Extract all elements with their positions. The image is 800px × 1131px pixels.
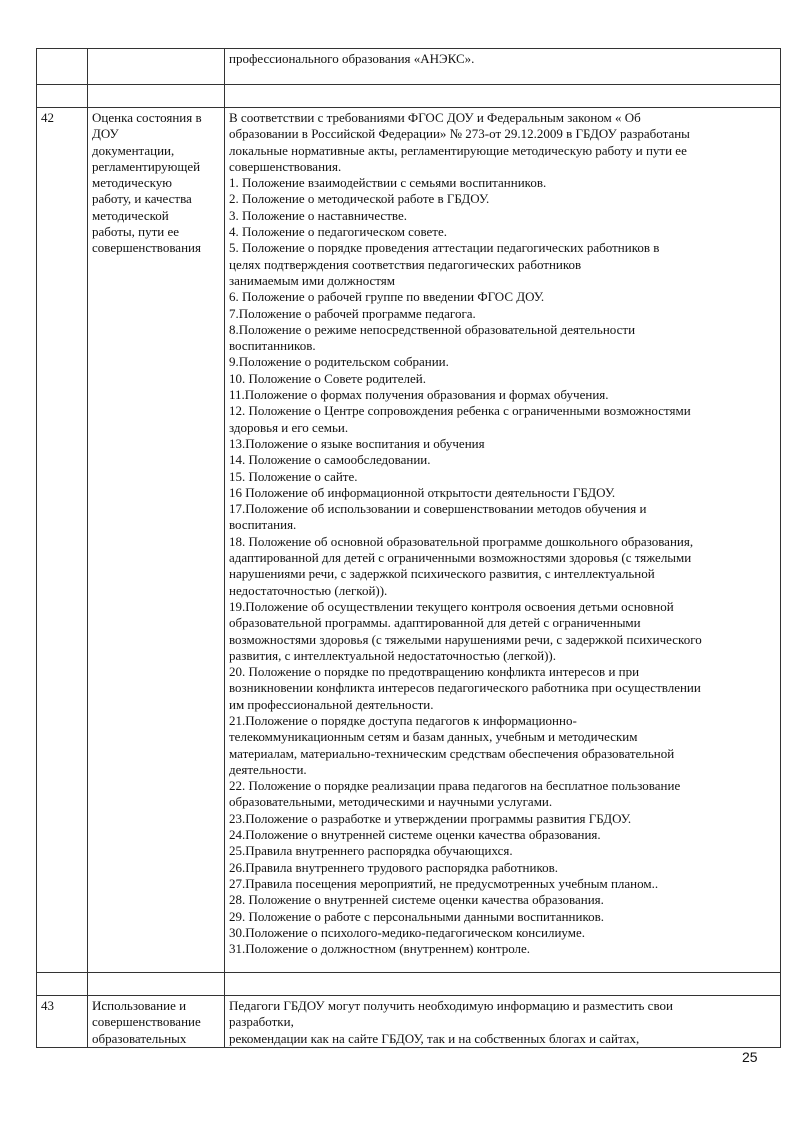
list-item: 18. Положение об основной образовательной программе дошкольного образования, адаптированной для детей с ограниченными возможностями здоровья (с тяжелыми нарушениями речи, с задержкой психического развития, с интеллектуальной недостаточностью (легкой)). xyxy=(229,533,694,598)
intro-paragraph: В соответствии с требованиями ФГОС ДОУ и Федеральным законом « Об образовании в Российской Федерации» № 273-от 29.12.2009 в ГБДОУ разработаны локальные нормативные акты, регламентирующие методическую работу и пути ее совершенствования. xyxy=(229,110,690,174)
regulations-list xyxy=(229,175,776,957)
row-content-cell: профессионального образования «АНЭКС». xyxy=(225,49,781,85)
list-item: 24.Положение о внутренней системе оценки качества образования. xyxy=(229,827,601,843)
list-item: 21.Положение о порядке доступа педагогов к информационно- телекоммуникационным сетям и базам данных, учебным и методическим материалам, материально-техническим средствам обеспечения образовательной деятельности. xyxy=(229,712,675,777)
table-row-continued xyxy=(37,49,781,85)
list-item: 8.Положение о режиме непосредственной образовательной деятельности воспитанников. xyxy=(229,321,636,354)
table-row-43 xyxy=(37,996,781,1048)
row-title-cell xyxy=(88,49,225,85)
list-item: 20. Положение о порядке по предотвращению конфликта интересов и при возникновении конфликта интересов педагогического работника при осуществлении им профессиональной деятельности. xyxy=(229,664,701,712)
list-item: 5. Положение о порядке проведения аттестации педагогических работников в целях подтверждения соответствия педагогических работников занимаемым ими должностям xyxy=(229,240,660,288)
list-item: 30.Положение о психолого-медико-педагогическом консилиуме. xyxy=(229,924,586,940)
list-item: 23.Положение о разработке и утверждении программы развития ГБДОУ. xyxy=(229,810,632,826)
list-item: 11.Положение о формах получения образования и формах обучения. xyxy=(229,387,609,403)
row-content-cell: Педагоги ГБДОУ могут получить необходимую информацию и разместить свои разработки, рекомендации как на сайте ГБДОУ, так и на собственных блогах и сайтах, xyxy=(225,996,781,1048)
row-title-cell: Оценка состояния в ДОУ документации, регламентирующей методическую работу, и качества методической работы, пути ее совершенствования xyxy=(88,108,225,973)
list-item: 15. Положение о сайте. xyxy=(229,468,358,484)
list-item: 9.Положение о родительском собрании. xyxy=(229,354,449,370)
row-number-cell: 42 xyxy=(37,108,88,973)
list-item: 4. Положение о педагогическом совете. xyxy=(229,224,447,240)
list-item: 1. Положение взаимодействии с семьями воспитанников. xyxy=(229,175,547,191)
list-item: 29. Положение о работе с персональными данными воспитанников. xyxy=(229,908,605,924)
page-number: 25 xyxy=(742,1049,758,1065)
list-item: 7.Положение о рабочей программе педагога. xyxy=(229,305,476,321)
row-number-cell xyxy=(37,49,88,85)
list-item: 17.Положение об использовании и совершенствовании методов обучения и воспитания. xyxy=(229,501,647,533)
table-row-spacer xyxy=(37,973,781,996)
list-item: 10. Положение о Совете родителей. xyxy=(229,370,426,386)
list-item: 16 Положение об информационной открытости деятельности ГБДОУ. xyxy=(229,484,616,500)
list-item: 28. Положение о внутренней системе оценки качества образования. xyxy=(229,892,604,908)
list-item: 31.Положение о должностном (внутреннем) контроле. xyxy=(229,941,531,957)
list-item: 2. Положение о методической работе в ГБДОУ. xyxy=(229,191,490,207)
list-item: 12. Положение о Центре сопровождения ребенка с ограниченными возможностями здоровья и его семьи. xyxy=(229,403,691,435)
row-content-cell xyxy=(225,108,781,973)
row-number-cell: 43 xyxy=(37,996,88,1048)
list-item: 26.Правила внутреннего трудового распорядка работников. xyxy=(229,859,559,875)
list-item: 27.Правила посещения мероприятий, не предусмотренных учебным планом.. xyxy=(229,875,659,891)
table-row-42 xyxy=(37,108,781,973)
list-item: 14. Положение о самообследовании. xyxy=(229,452,431,468)
list-item: 3. Положение о наставничестве. xyxy=(229,207,407,223)
table-row-spacer xyxy=(37,85,781,108)
list-item: 13.Положение о языке воспитания и обучения xyxy=(229,435,485,451)
row-title-cell: Использование и совершенствование образовательных xyxy=(88,996,225,1048)
methodology-table xyxy=(36,48,781,1048)
list-item: 19.Положение об осуществлении текущего контроля освоения детьми основной образовательной программы. адаптированной для детей с ограниченными возможностями здоровья (с тяжелыми нарушениями речи, с задержкой психического развития, с интеллектуальной недостаточностью (легкой)). xyxy=(229,598,702,663)
list-item: 25.Правила внутреннего распорядка обучающихся. xyxy=(229,843,513,859)
list-item: 6. Положение о рабочей группе по введении ФГОС ДОУ. xyxy=(229,289,545,305)
list-item: 22. Положение о порядке реализации права педагогов на бесплатное пользование образовательными, методическими и научными услугами. xyxy=(229,778,681,810)
